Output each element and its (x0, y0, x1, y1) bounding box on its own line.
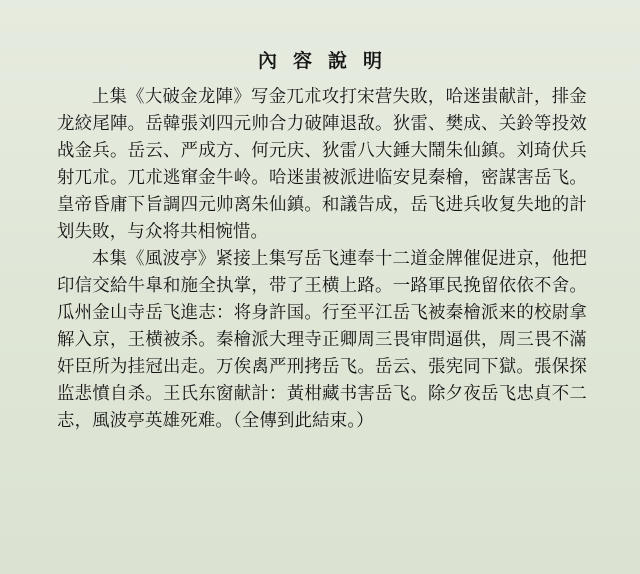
paragraph-1: 上集《大破金龙陣》写金兀朮攻打宋营失敗，哈迷蚩献計，排金龙絞尾陣。岳韓張刘四元帅合力破陣退敌。狄雷、樊成、关鈴等投效战金兵。岳云、严成方、何元庆、狄雷八大錘大鬧朱仙鎮。刘琦伏兵射兀朮。兀朮逃窜金牛岭。哈迷蚩被派进临安見秦檜，密謀害岳飞。皇帝昏庸下旨調四元帅离朱仙鎮。和議告成，岳飞进兵收复失地的計划失敗，与众将共相惋惜。 (57, 87, 587, 242)
paragraph-2: 本集《風波亭》紧接上集写岳飞連奉十二道金牌催促进京，他把印信交給牛臯和施全执掌，带了王横上路。一路軍民挽留依依不舍。瓜州金山寺岳飞進志：将身許国。行至平江岳飞被秦檜派来的校尉拿解入京，王横被杀。秦檜派大理寺正卿周三畏审問逼供，周三畏不滿奸臣所为挂冠出走。万俟禼严刑拷岳飞。岳云、張宪同下獄。張保探监悲憤自杀。王氏东窗献計：黃柑藏书害岳飞。除夕夜岳飞忠貞不二志，風波亭英雄死难。（全傳到此結束。） (57, 249, 587, 431)
document-body (57, 84, 587, 435)
document-title: 內容說明 (257, 50, 398, 72)
